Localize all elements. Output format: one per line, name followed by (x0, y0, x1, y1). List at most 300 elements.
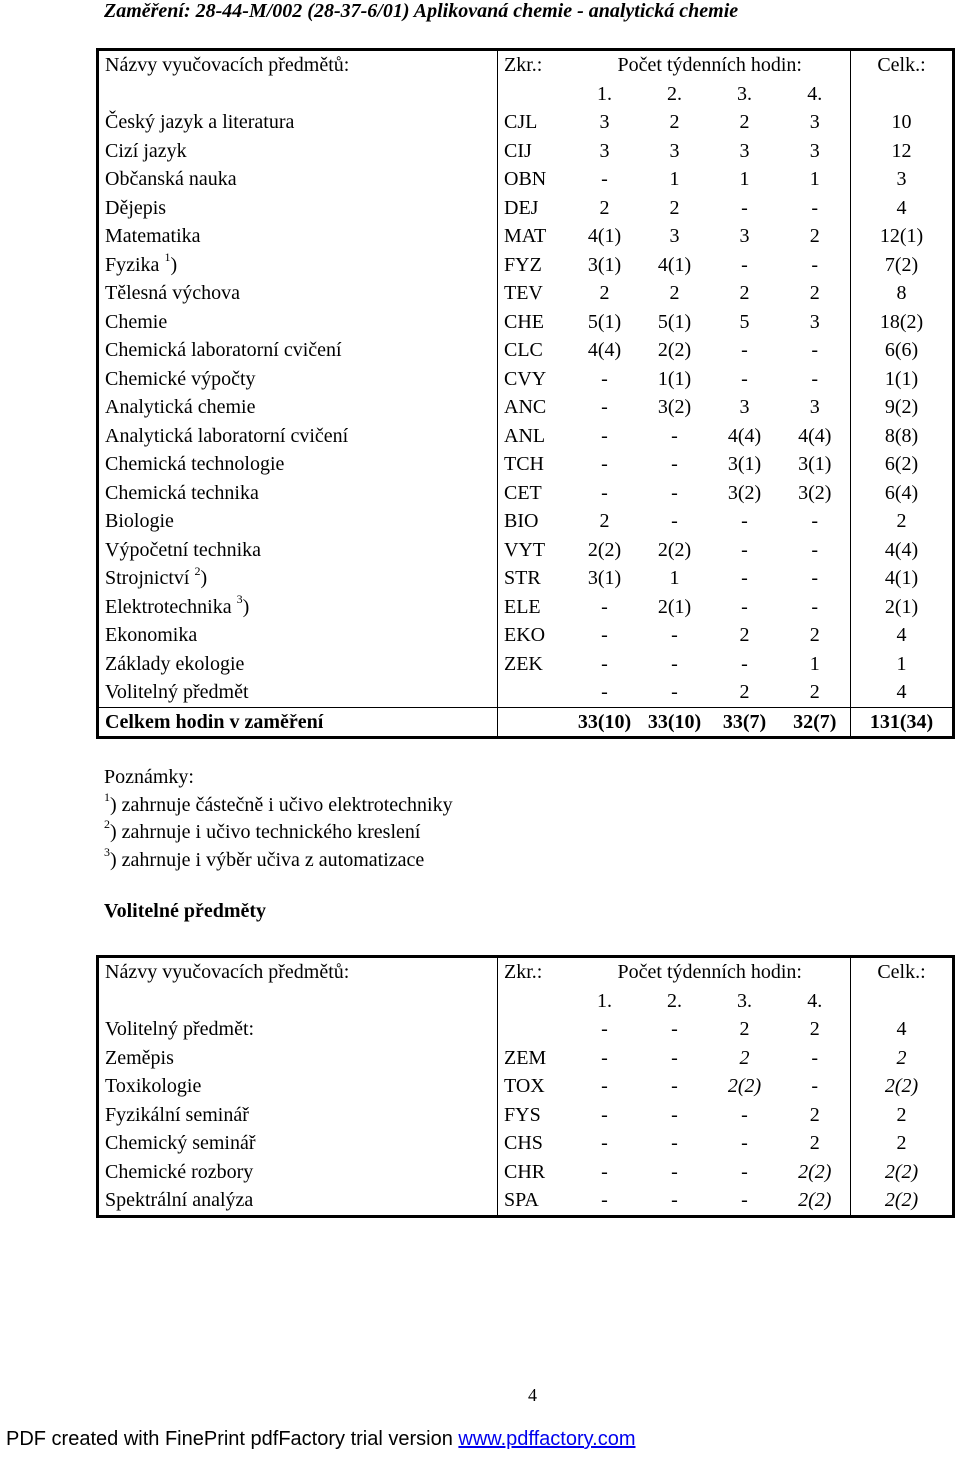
subject-name (98, 1044, 498, 1073)
header-empty (851, 80, 954, 109)
subject-code: ZEK (504, 652, 543, 675)
hours-year-2: - (671, 1103, 678, 1126)
hours-year-3: - (741, 1160, 748, 1183)
hours-year-3: - (741, 339, 748, 362)
subject-code: CHS (504, 1132, 543, 1155)
hours-year-4: 3 (809, 310, 820, 333)
hours-year-1: 3 (599, 139, 610, 162)
note-item (104, 789, 453, 820)
subject-code: TOX (504, 1075, 545, 1098)
subject-name-text: Chemická technologie (105, 453, 285, 476)
hours-year-2: 3 (669, 139, 680, 162)
footnote-paren: ) (242, 595, 250, 618)
hours-year-3: 2(2) (727, 1075, 762, 1098)
hours-year-2: - (671, 652, 678, 675)
hours-year-1: - (601, 624, 608, 647)
electives-title: Volitelné předměty (104, 900, 267, 922)
subject-code: CET (504, 481, 542, 504)
subject-code: BIO (504, 510, 539, 533)
subject-name-text: Občanská nauka (105, 168, 237, 191)
hours-year-2: 3 (669, 225, 680, 248)
hours-year-4: - (811, 1075, 819, 1098)
subject-code: DEJ (504, 196, 539, 219)
subject-name (98, 165, 498, 194)
hours-total: 4 (851, 621, 954, 650)
hours-year-3: 3 (739, 139, 750, 162)
hours-year-1: - (601, 1132, 608, 1155)
header-empty (98, 987, 498, 1016)
hours-year-2: - (671, 1160, 678, 1183)
hours-year-1: - (601, 1103, 608, 1126)
subject-name (98, 650, 498, 679)
header-year-2: 2. (667, 82, 682, 105)
hours-year-1: - (601, 481, 608, 504)
footnote-ref: 2 (194, 563, 201, 578)
hours-year-3: - (741, 1103, 748, 1126)
hours-total: 4(4) (851, 536, 954, 565)
hours-year-2: 3(2) (657, 396, 692, 419)
note-marker: 1 (104, 789, 110, 804)
hours-total: 2 (851, 1129, 954, 1158)
subject-name-text: Dějepis (105, 196, 167, 219)
hours-year-4: 2(2) (798, 1160, 832, 1183)
note-item (104, 819, 453, 847)
subject-name-text: Chemické rozbory (105, 1160, 254, 1183)
hours-year-3: - (741, 567, 748, 590)
subject-code: CJL (504, 111, 538, 134)
subject-name-text: Analytická laboratorní cvičení (105, 424, 349, 447)
subject-code: CLC (504, 339, 543, 362)
subject-name-text: Chemický seminář (105, 1132, 256, 1155)
hours-total: 1 (851, 650, 954, 679)
subject-code: FYS (504, 1103, 541, 1126)
hours-year-2: - (671, 1075, 678, 1098)
hours-year-3: - (741, 595, 748, 618)
table-row (98, 222, 954, 251)
note-text: ) zahrnuje i učivo technického kreslení (110, 821, 421, 843)
header-row (98, 50, 954, 80)
hours-year-2: 2(2) (657, 538, 692, 561)
hours-year-1: - (601, 1189, 608, 1212)
hours-year-3: - (741, 538, 748, 561)
hours-year-3: 3 (739, 396, 750, 419)
table-row (98, 593, 954, 622)
hours-year-2: 2 (669, 282, 680, 305)
hours-year-1: - (601, 681, 608, 704)
grand-total-year-4: 32(7) (780, 707, 851, 738)
hours-year-3: 3 (739, 225, 750, 248)
table-row (98, 1015, 954, 1044)
subject-code: SPA (504, 1189, 539, 1212)
hours-year-2: 4(1) (657, 253, 692, 276)
hours-year-3: - (741, 652, 748, 675)
hours-year-4: - (811, 1046, 819, 1069)
header-names: Názvy vyučovacích předmětů: (98, 50, 498, 80)
subject-code: CVY (504, 367, 547, 390)
notes-heading: Poznámky: (104, 766, 194, 788)
subject-name-text: Toxikologie (105, 1075, 202, 1098)
hours-year-3: 2 (739, 282, 750, 305)
hours-year-3: - (741, 367, 748, 390)
header-years-row (98, 80, 954, 109)
hours-year-4: - (811, 253, 819, 276)
hours-year-3: 2 (739, 1046, 750, 1069)
subject-name (98, 1186, 498, 1216)
subject-name (98, 251, 498, 280)
hours-year-4: - (811, 367, 819, 390)
hours-year-4: 3(1) (798, 453, 832, 476)
table-row (98, 1186, 954, 1216)
table-row (98, 1158, 954, 1187)
hours-year-2: - (671, 1189, 678, 1212)
hours-total: 2(1) (851, 593, 954, 622)
subject-name-text: Elektrotechnika (105, 595, 237, 618)
footer-link[interactable]: www.pdffactory.com (458, 1428, 636, 1450)
subject-name (98, 1101, 498, 1130)
footer-text: PDF created with FinePrint pdfFactory trial version (6, 1428, 459, 1450)
hours-year-4: - (811, 510, 819, 533)
hours-year-1: 5(1) (587, 310, 622, 333)
subject-code (498, 1015, 570, 1044)
hours-year-4: 3 (809, 139, 820, 162)
hours-year-1: - (601, 168, 608, 191)
hours-year-2: - (671, 681, 678, 704)
hours-year-3: 3(2) (727, 481, 762, 504)
hours-year-1: 2 (599, 282, 610, 305)
hours-year-1: 2 (599, 510, 610, 533)
subject-name (98, 593, 498, 622)
hours-year-2: - (671, 510, 678, 533)
note-text: ) zahrnuje i výběr učiva z automatizace (110, 848, 425, 871)
hours-year-3: 2 (739, 1018, 750, 1041)
subject-code: MAT (504, 225, 547, 248)
note-text: ) zahrnuje částečně i učivo elektrotechniky (110, 793, 453, 816)
hours-year-4: - (811, 567, 819, 590)
hours-year-1: 3(1) (587, 253, 622, 276)
table-row (98, 1129, 954, 1158)
subject-code: TEV (504, 282, 543, 305)
hours-year-1: 3 (599, 111, 610, 134)
header-empty (498, 80, 570, 109)
subject-name-text: Biologie (105, 510, 174, 533)
header-empty (98, 80, 498, 109)
table-row (98, 137, 954, 166)
hours-year-2: 1 (669, 567, 680, 590)
hours-year-3: 2 (739, 624, 750, 647)
subject-name (98, 336, 498, 365)
subject-code: ZEM (504, 1046, 547, 1069)
hours-total: 4(1) (851, 564, 954, 593)
hours-total: 4 (851, 194, 954, 223)
subject-name (98, 450, 498, 479)
hours-year-4: 1 (809, 168, 820, 191)
hours-year-2: 5(1) (657, 310, 692, 333)
header-year-1: 1. (597, 989, 612, 1012)
hours-year-1: 4(4) (587, 339, 622, 362)
subject-name (98, 1158, 498, 1187)
hours-year-3: 1 (739, 168, 750, 191)
table-row (98, 479, 954, 508)
hours-year-2: 2(1) (657, 595, 692, 618)
subject-name (98, 222, 498, 251)
subject-code: ANC (504, 396, 547, 419)
hours-year-4: 2 (809, 1018, 820, 1041)
subject-name (98, 308, 498, 337)
header-hours: Počet týdenních hodin: (617, 961, 802, 984)
subject-name (98, 1072, 498, 1101)
subject-name (98, 564, 498, 593)
hours-total: 7(2) (851, 251, 954, 280)
hours-year-4: 2 (809, 681, 820, 704)
header-year-4: 4. (807, 989, 823, 1012)
hours-total: 12 (851, 137, 954, 166)
hours-year-1: - (601, 453, 608, 476)
header-names: Názvy vyučovacích předmětů: (98, 957, 498, 987)
hours-total: 2(2) (851, 1186, 954, 1216)
subject-code (498, 678, 570, 707)
subject-name (98, 536, 498, 565)
hours-year-4: 2 (809, 282, 820, 305)
subject-code: STR (504, 567, 541, 590)
hours-year-3: - (741, 1189, 748, 1212)
subject-code: CIJ (504, 139, 532, 162)
hours-year-2: - (671, 1132, 678, 1155)
subject-name (98, 479, 498, 508)
header-year-2: 2. (667, 989, 682, 1012)
header-year-4: 4. (807, 82, 823, 105)
table-row (98, 536, 954, 565)
grand-total-sum: 131(34) (851, 707, 954, 738)
hours-total: 2 (851, 507, 954, 536)
hours-year-1: 2(2) (587, 538, 622, 561)
page-title: Zaměření: 28-44-M/002 (28-37-6/01) Aplikovaná chemie - analytická chemie (104, 0, 739, 22)
table-row (98, 507, 954, 536)
hours-year-2: - (671, 1018, 678, 1041)
subject-name-text: Chemie (105, 310, 168, 333)
hours-year-4: 1 (809, 652, 820, 675)
table-row (98, 165, 954, 194)
note-marker: 2 (104, 817, 110, 832)
grand-total-empty (498, 707, 570, 738)
hours-year-2: 2(2) (657, 339, 692, 362)
header-year-3: 3. (737, 82, 752, 105)
subject-name-text: Analytická chemie (105, 396, 256, 419)
hours-total: 10 (851, 108, 954, 137)
hours-total: 6(2) (851, 450, 954, 479)
hours-year-1: - (601, 1046, 608, 1069)
header-year-3: 3. (737, 989, 752, 1012)
subject-name-text: Spektrální analýza (105, 1189, 254, 1212)
hours-year-2: 1(1) (657, 367, 692, 390)
table-row (98, 251, 954, 280)
hours-total: 1(1) (851, 365, 954, 394)
table-row (98, 1072, 954, 1101)
hours-year-3: - (741, 253, 748, 276)
hours-year-2: - (671, 453, 678, 476)
subject-code: ELE (504, 595, 541, 618)
hours-total: 18(2) (851, 308, 954, 337)
hours-year-1: - (601, 424, 608, 447)
hours-year-2: 2 (669, 196, 680, 219)
hours-year-1: - (601, 1075, 608, 1098)
subject-name (98, 1015, 498, 1044)
footnote-ref: 1 (164, 250, 171, 265)
table-row (98, 1044, 954, 1073)
subject-name-text: Fyzikální seminář (105, 1103, 249, 1126)
hours-year-4: - (811, 538, 819, 561)
header-row (98, 957, 954, 987)
hours-year-2: - (671, 624, 678, 647)
subject-name (98, 507, 498, 536)
table-row (98, 108, 954, 137)
hours-year-4: 2 (809, 225, 820, 248)
subject-name-text: Tělesná výchova (105, 282, 240, 305)
hours-year-2: 1 (669, 168, 680, 191)
hours-year-4: 4(4) (798, 424, 832, 447)
hours-year-2: - (671, 1046, 678, 1069)
hours-total: 6(6) (851, 336, 954, 365)
grand-total-label: Celkem hodin v zaměření (98, 707, 498, 738)
hours-year-3: 2 (739, 111, 750, 134)
hours-total: 9(2) (851, 393, 954, 422)
hours-total: 6(4) (851, 479, 954, 508)
hours-total: 4 (851, 678, 954, 707)
pdf-footer (6, 1428, 636, 1451)
hours-year-4: 2 (809, 624, 820, 647)
header-year-1: 1. (597, 82, 612, 105)
subject-code: VYT (504, 538, 546, 561)
table-row (98, 393, 954, 422)
notes-list (104, 789, 453, 875)
header-empty (851, 987, 954, 1016)
subject-name (98, 1129, 498, 1158)
table-row (98, 564, 954, 593)
hours-year-3: - (741, 196, 748, 219)
subject-code: ANL (504, 424, 546, 447)
footnote-ref: 3 (236, 592, 243, 607)
note-marker: 3 (104, 844, 110, 859)
hours-year-4: - (811, 595, 819, 618)
subject-code: FYZ (504, 253, 542, 276)
footnote-paren: ) (200, 567, 208, 590)
table-row (98, 308, 954, 337)
hours-year-3: 2 (739, 681, 750, 704)
hours-year-2: 2 (669, 111, 680, 134)
main-subjects-table (96, 48, 955, 739)
hours-year-4: 3 (809, 111, 820, 134)
subject-name-text: Matematika (105, 225, 201, 248)
hours-year-4: 3 (809, 396, 820, 419)
hours-year-1: 2 (599, 196, 610, 219)
header-hours: Počet týdenních hodin: (617, 54, 802, 77)
page-number: 4 (528, 1385, 537, 1405)
hours-year-1: - (601, 1018, 608, 1041)
subject-name (98, 108, 498, 137)
hours-total: 2 (851, 1044, 954, 1073)
subject-name-text: Zeměpis (105, 1046, 174, 1069)
hours-year-3: 5 (739, 310, 750, 333)
subject-name-text: Ekonomika (105, 624, 198, 647)
subject-name (98, 621, 498, 650)
hours-year-4: 2 (809, 1132, 820, 1155)
notes-section (104, 764, 453, 874)
electives-table (96, 955, 955, 1218)
hours-year-1: 4(1) (587, 225, 622, 248)
subject-name-text: Strojnictví (105, 567, 195, 590)
table-row (98, 194, 954, 223)
subject-name (98, 422, 498, 451)
subject-name-text: Fyzika (105, 253, 165, 276)
table-row (98, 450, 954, 479)
subject-name (98, 393, 498, 422)
table-row (98, 279, 954, 308)
subject-name-text: Chemická laboratorní cvičení (105, 339, 342, 362)
hours-year-1: - (601, 595, 608, 618)
hours-year-1: 3(1) (587, 567, 622, 590)
hours-year-4: - (811, 196, 819, 219)
hours-total: 8 (851, 279, 954, 308)
subject-name-text: Volitelný předmět (105, 681, 249, 704)
hours-year-4: 2(2) (798, 1189, 832, 1212)
subject-name-text: Výpočetní technika (105, 538, 262, 561)
hours-year-2: - (671, 481, 678, 504)
hours-year-1: - (601, 367, 608, 390)
subject-code: TCH (504, 453, 544, 476)
table-row (98, 1101, 954, 1130)
header-code: Zkr.: (504, 54, 543, 77)
hours-total: 4 (851, 1015, 954, 1044)
header-code: Zkr.: (504, 961, 543, 984)
grand-total-year-3: 33(7) (710, 707, 780, 738)
subject-name (98, 137, 498, 166)
subject-name-text: Chemická technika (105, 481, 259, 504)
header-empty (498, 987, 570, 1016)
hours-year-3: 3(1) (727, 453, 762, 476)
table-row (98, 678, 954, 707)
header-years-row (98, 987, 954, 1016)
footnote-paren: ) (170, 253, 178, 276)
hours-year-4: - (811, 339, 819, 362)
table-row (98, 650, 954, 679)
note-item (104, 844, 453, 875)
subject-name-text: Cizí jazyk (105, 139, 187, 162)
hours-total: 8(8) (851, 422, 954, 451)
subject-code: CHR (504, 1160, 546, 1183)
table-row (98, 422, 954, 451)
hours-total: 3 (851, 165, 954, 194)
header-total: Celk.: (851, 50, 954, 80)
subject-name-text: Základy ekologie (105, 652, 245, 675)
header-total: Celk.: (851, 957, 954, 987)
subject-name-text: Chemické výpočty (105, 367, 256, 390)
hours-total: 2(2) (851, 1158, 954, 1187)
subject-name (98, 678, 498, 707)
table-row (98, 365, 954, 394)
hours-year-4: 3(2) (798, 481, 832, 504)
hours-year-3: 4(4) (727, 424, 762, 447)
grand-total-year-1: 33(10) (570, 707, 640, 738)
hours-year-1: - (601, 652, 608, 675)
grand-total-row (98, 707, 954, 738)
subject-code: EKO (504, 624, 546, 647)
hours-total: 12(1) (851, 222, 954, 251)
hours-total: 2(2) (851, 1072, 954, 1101)
subject-name-text: Volitelný předmět: (105, 1018, 255, 1041)
subject-code: OBN (504, 168, 547, 191)
subject-code: CHE (504, 310, 544, 333)
hours-year-3: - (741, 1132, 748, 1155)
grand-total-year-2: 33(10) (640, 707, 710, 738)
